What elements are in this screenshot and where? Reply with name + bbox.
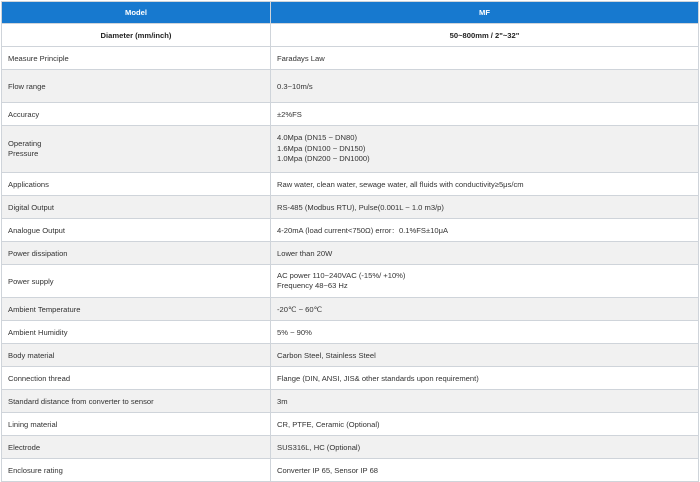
spec-value-line: AC power 110~240VAC (-15%/ +10%) bbox=[277, 270, 406, 280]
spec-value: Lower than 20W bbox=[271, 242, 699, 265]
spec-value: 0.3~10m/s bbox=[271, 70, 699, 103]
spec-value-line: 4.0Mpa (DN15 ~ DN80) bbox=[277, 133, 357, 143]
table-row-operating-pressure bbox=[2, 126, 699, 173]
table-row-analogue-output bbox=[2, 219, 699, 242]
spec-value: Carbon Steel, Stainless Steel bbox=[271, 344, 699, 367]
diameter-value: 50~800mm / 2"~32" bbox=[271, 24, 699, 47]
diameter-row bbox=[2, 24, 699, 47]
table-row-measure-principle bbox=[2, 47, 699, 70]
spec-label: Body material bbox=[2, 344, 271, 367]
model-header-value: MF bbox=[271, 2, 699, 24]
table-header-row bbox=[2, 2, 699, 24]
spec-label: Analogue Output bbox=[2, 219, 271, 242]
spec-label: Lining material bbox=[2, 413, 271, 436]
spec-label: Electrode bbox=[2, 436, 271, 459]
spec-value bbox=[271, 126, 699, 173]
table-row-ambient-humidity bbox=[2, 321, 699, 344]
spec-label: Power dissipation bbox=[2, 242, 271, 265]
spec-label: Measure Principle bbox=[2, 47, 271, 70]
spec-value: -20℃ ~ 60℃ bbox=[271, 298, 699, 321]
spec-label: Ambient Temperature bbox=[2, 298, 271, 321]
spec-label: Flow range bbox=[2, 70, 271, 103]
specification-table bbox=[1, 1, 699, 482]
spec-label: Applications bbox=[2, 173, 271, 196]
spec-value: Faradays Law bbox=[271, 47, 699, 70]
table-row-lining-material bbox=[2, 413, 699, 436]
table-row-flow-range bbox=[2, 70, 699, 103]
table-row-power-dissipation bbox=[2, 242, 699, 265]
spec-value: Flange (DIN, ANSI, JIS& other standards upon requirement) bbox=[271, 367, 699, 390]
spec-value: Raw water, clean water, sewage water, all fluids with conductivity≥5μs/cm bbox=[271, 173, 699, 196]
table-row-electrode bbox=[2, 436, 699, 459]
spec-value: SUS316L, HC (Optional) bbox=[271, 436, 699, 459]
model-header-label: Model bbox=[2, 2, 271, 24]
spec-label: Accuracy bbox=[2, 103, 271, 126]
spec-value: ±2%FS bbox=[271, 103, 699, 126]
table-row-standard-distance bbox=[2, 390, 699, 413]
table-row-connection-thread bbox=[2, 367, 699, 390]
spec-label: Standard distance from converter to sensor bbox=[2, 390, 271, 413]
table-row-accuracy bbox=[2, 103, 699, 126]
spec-label: Connection thread bbox=[2, 367, 271, 390]
spec-label: Digital Output bbox=[2, 196, 271, 219]
spec-label: Power supply bbox=[2, 265, 271, 298]
spec-value: CR, PTFE, Ceramic (Optional) bbox=[271, 413, 699, 436]
spec-value: Converter IP 65, Sensor IP 68 bbox=[271, 459, 699, 482]
table-row-enclosure-rating bbox=[2, 459, 699, 482]
diameter-label: Diameter (mm/inch) bbox=[2, 24, 271, 47]
spec-label: Enclosure rating bbox=[2, 459, 271, 482]
table-row-ambient-temperature bbox=[2, 298, 699, 321]
spec-label bbox=[2, 126, 271, 173]
spec-value-line: 1.0Mpa (DN200 ~ DN1000) bbox=[277, 154, 370, 164]
spec-value: RS-485 (Modbus RTU), Pulse(0.001L ~ 1.0 m3/p) bbox=[271, 196, 699, 219]
spec-value: 5% ~ 90% bbox=[271, 321, 699, 344]
spec-value-line: Frequency 48~63 Hz bbox=[277, 281, 348, 290]
spec-value-line: 1.6Mpa (DN100 ~ DN150) bbox=[277, 143, 366, 153]
spec-label-line: Operating bbox=[8, 138, 42, 148]
spec-label: Ambient Humidity bbox=[2, 321, 271, 344]
spec-value: 3m bbox=[271, 390, 699, 413]
spec-value bbox=[271, 265, 699, 298]
table-row-applications bbox=[2, 173, 699, 196]
spec-label-line: Pressure bbox=[8, 149, 39, 158]
table-row-digital-output bbox=[2, 196, 699, 219]
spec-value: 4-20mA (load current<750Ω) error：0.1%FS±10μA bbox=[271, 219, 699, 242]
table-row-body-material bbox=[2, 344, 699, 367]
table-row-power-supply bbox=[2, 265, 699, 298]
